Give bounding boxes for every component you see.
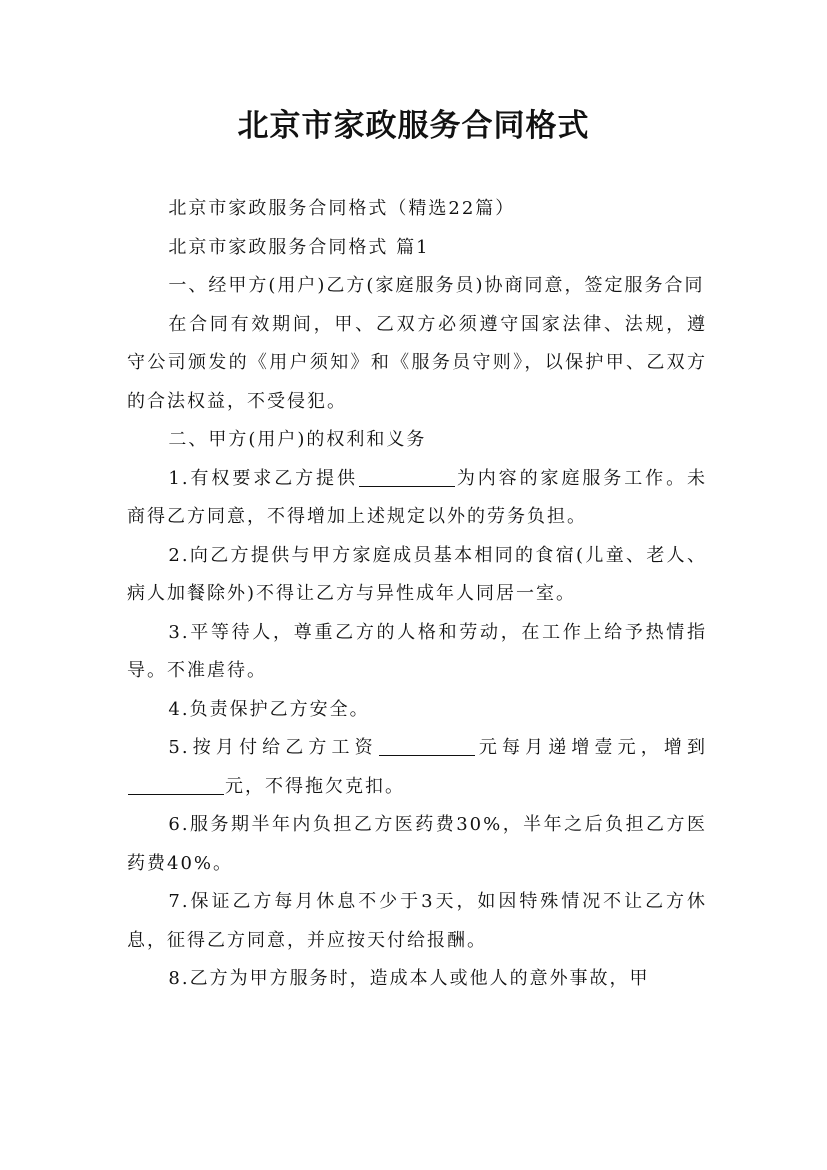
paragraph-item-6: 6.服务期半年内负担乙方医药费30%，半年之后负担乙方医药费40%。	[127, 814, 707, 874]
fill-in-blank-service-content[interactable]	[359, 467, 455, 487]
paragraph-item-4: 4.负责保护乙方安全。	[168, 698, 370, 720]
paragraph-item-7: 7.保证乙方每月休息不少于3天，如因特殊情况不让乙方休息，征得乙方同意，并应按天付给报酬。	[127, 891, 707, 951]
item-1-text-start: 1.有权要求乙方提供	[168, 467, 358, 489]
paragraph-subtitle: 北京市家政服务合同格式（精选22篇）	[168, 198, 516, 219]
paragraph-section-heading: 北京市家政服务合同格式 篇1	[168, 236, 430, 258]
paragraph-item-8: 8.乙方为甲方服务时，造成本人或他人的意外事故，甲	[168, 968, 650, 989]
fill-in-blank-wage-cap[interactable]	[128, 775, 224, 795]
item-5-text-end: 元，不得拖欠克扣。	[225, 775, 405, 797]
paragraph-item-3: 3.平等待人，尊重乙方的人格和劳动，在工作上给予热情指导。不准虐待。	[127, 621, 707, 681]
item-5-text-start: 5.按月付给乙方工资	[168, 737, 378, 758]
paragraph-contract-validity: 在合同有效期间，甲、乙双方必须遵守国家法律、法规，遵守公司颁发的《用户须知》和《服务员守则》，以保护甲、乙双方的合法权益，不受侵犯。	[127, 313, 707, 412]
document-body	[127, 190, 707, 999]
paragraph-clause-1: 一、经甲方(用户)乙方(家庭服务员)协商同意，签定服务合同	[168, 275, 705, 296]
paragraph-item-5	[127, 729, 707, 806]
paragraph-item-1	[127, 460, 707, 537]
document-title: 北京市家政服务合同格式	[237, 108, 590, 144]
item-5-text-middle: 元每月递增壹元，增到	[475, 737, 707, 758]
paragraph-item-2: 2.向乙方提供与甲方家庭成员基本相同的食宿(儿童、老人、病人加餐除外)不得让乙方与异性成年人同居一室。	[127, 544, 707, 604]
fill-in-blank-wage[interactable]	[379, 736, 475, 756]
item-1-text-end: 为内容的家庭服务工作。未商得乙方同意，不得增加上述规定以外的劳务负担。	[127, 467, 707, 527]
paragraph-clause-2-heading: 二、甲方(用户)的权利和义务	[168, 429, 427, 450]
